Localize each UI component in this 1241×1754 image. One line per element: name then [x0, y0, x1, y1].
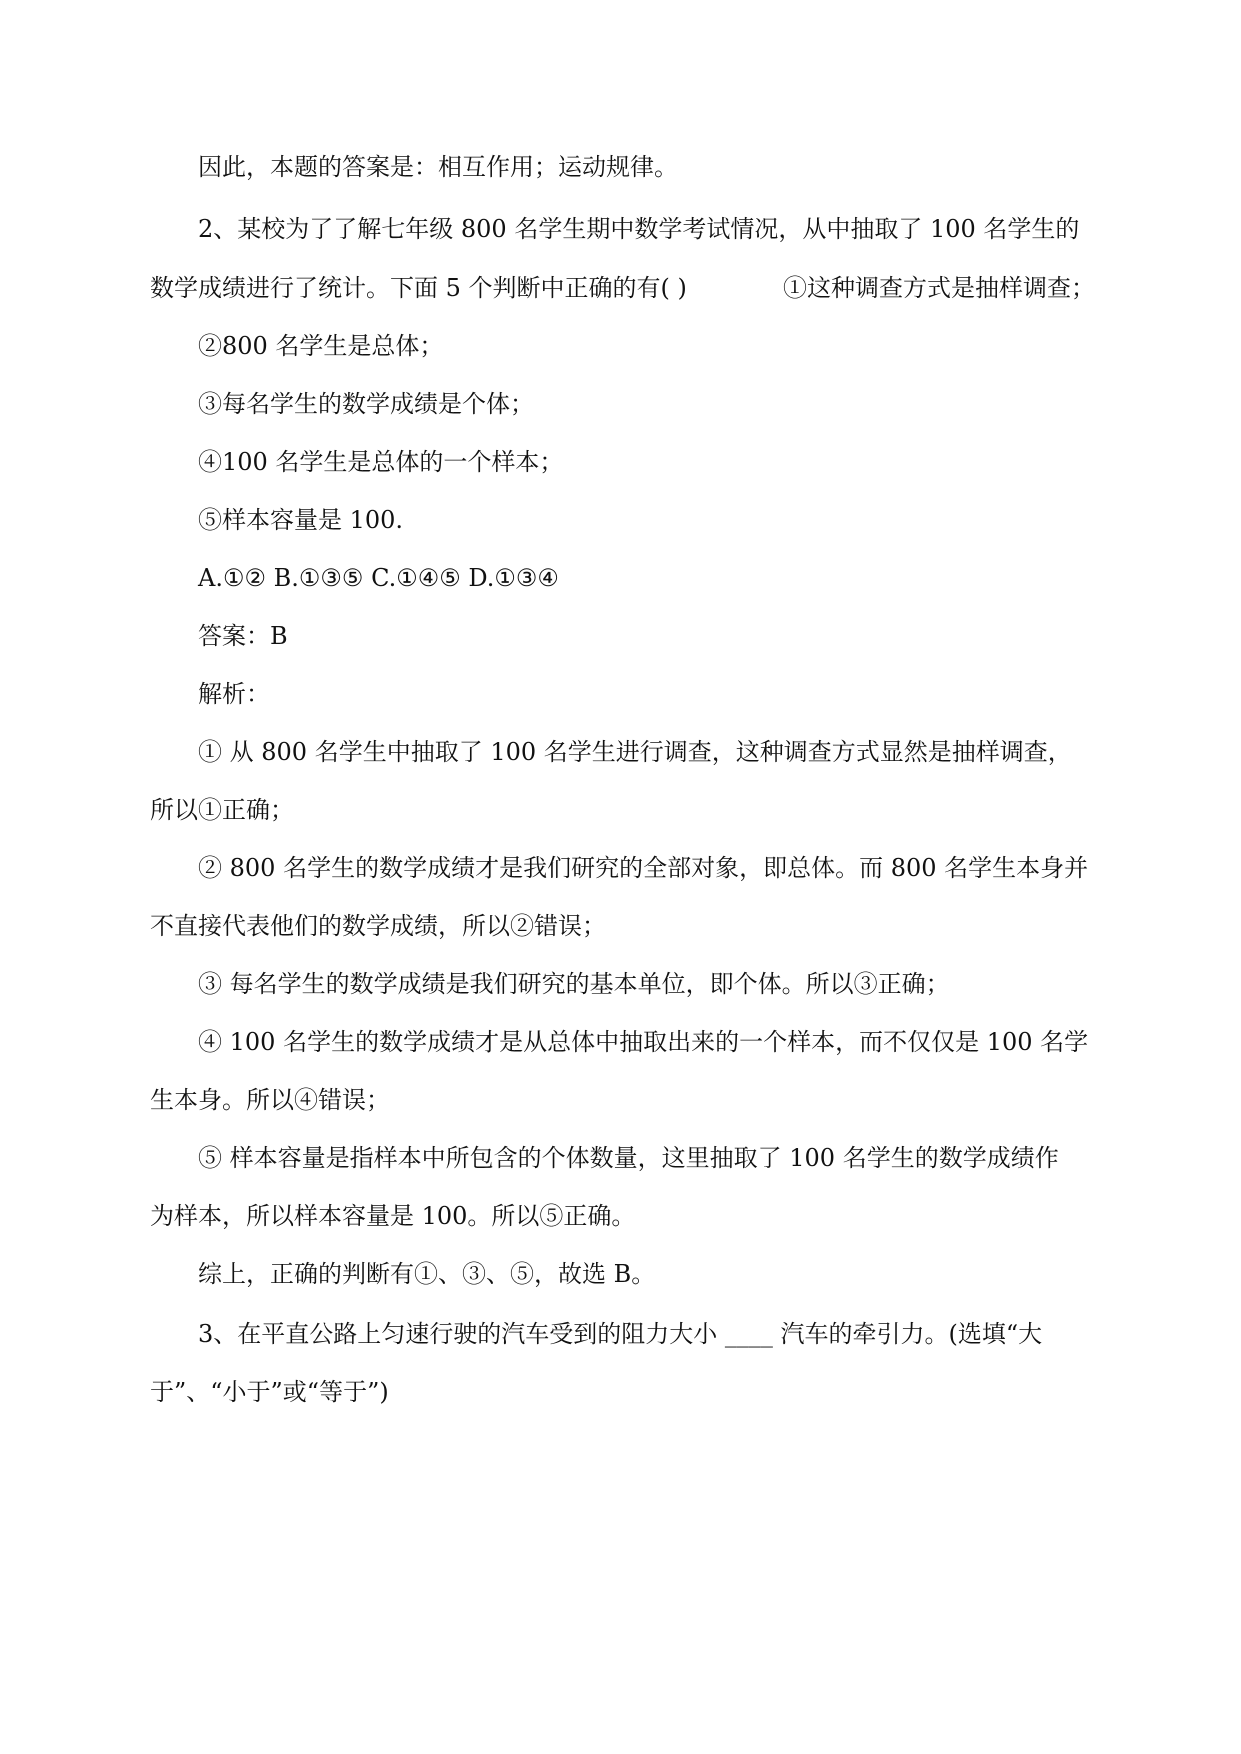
analysis-1-line-1: ① 从 800 名学生中抽取了 100 名学生进行调查，这种调查方式显然是抽样调查，: [198, 738, 1072, 766]
statement-3: ③每名学生的数学成绩是个体；: [198, 390, 534, 418]
analysis-2-line-1: ② 800 名学生的数学成绩才是我们研究的全部对象，即总体。而 800 名学生本身并: [198, 854, 1089, 882]
previous-conclusion: 因此，本题的答案是：相互作用；运动规律。: [198, 153, 678, 181]
analysis-1-line-2: 所以①正确；: [150, 796, 294, 824]
statement-5: ⑤样本容量是 100.: [198, 506, 404, 534]
question-2-line-2: [150, 271, 1095, 305]
question-2-stem: 数学成绩进行了统计。下面 5 个判断中正确的有( ): [150, 274, 687, 302]
statement-2: ②800 名学生是总体；: [198, 332, 444, 360]
analysis-5-line-2: 为样本，所以样本容量是 100。所以⑤正确。: [150, 1202, 636, 1230]
statement-1: ①这种调查方式是抽样调查；: [783, 274, 1095, 302]
analysis-title: 解析：: [198, 680, 270, 708]
analysis-4-line-2: 生本身。所以④错误；: [150, 1086, 390, 1114]
question-3-line-1: 3、在平直公路上匀速行驶的汽车受到的阻力大小 ____ 汽车的牵引力。(选填“大: [198, 1320, 1043, 1348]
summary-line: 综上，正确的判断有①、③、⑤，故选 B。: [198, 1260, 656, 1288]
answer-options: A.①② B.①③⑤ C.①④⑤ D.①③④: [198, 564, 559, 592]
question-2-line-1: 2、某校为了了解七年级 800 名学生期中数学考试情况，从中抽取了 100 名学生的: [198, 215, 1080, 243]
analysis-5-line-1: ⑤ 样本容量是指样本中所包含的个体数量，这里抽取了 100 名学生的数学成绩作: [198, 1144, 1059, 1172]
question-3-line-2: 于”、“小于”或“等于”): [150, 1378, 389, 1406]
analysis-3: ③ 每名学生的数学成绩是我们研究的基本单位，即个体。所以③正确；: [198, 970, 950, 998]
statement-4: ④100 名学生是总体的一个样本；: [198, 448, 564, 476]
answer-line: 答案：B: [198, 622, 288, 650]
analysis-2-line-2: 不直接代表他们的数学成绩，所以②错误；: [150, 912, 606, 940]
analysis-4-line-1: ④ 100 名学生的数学成绩才是从总体中抽取出来的一个样本，而不仅仅是 100 名学: [198, 1028, 1089, 1056]
